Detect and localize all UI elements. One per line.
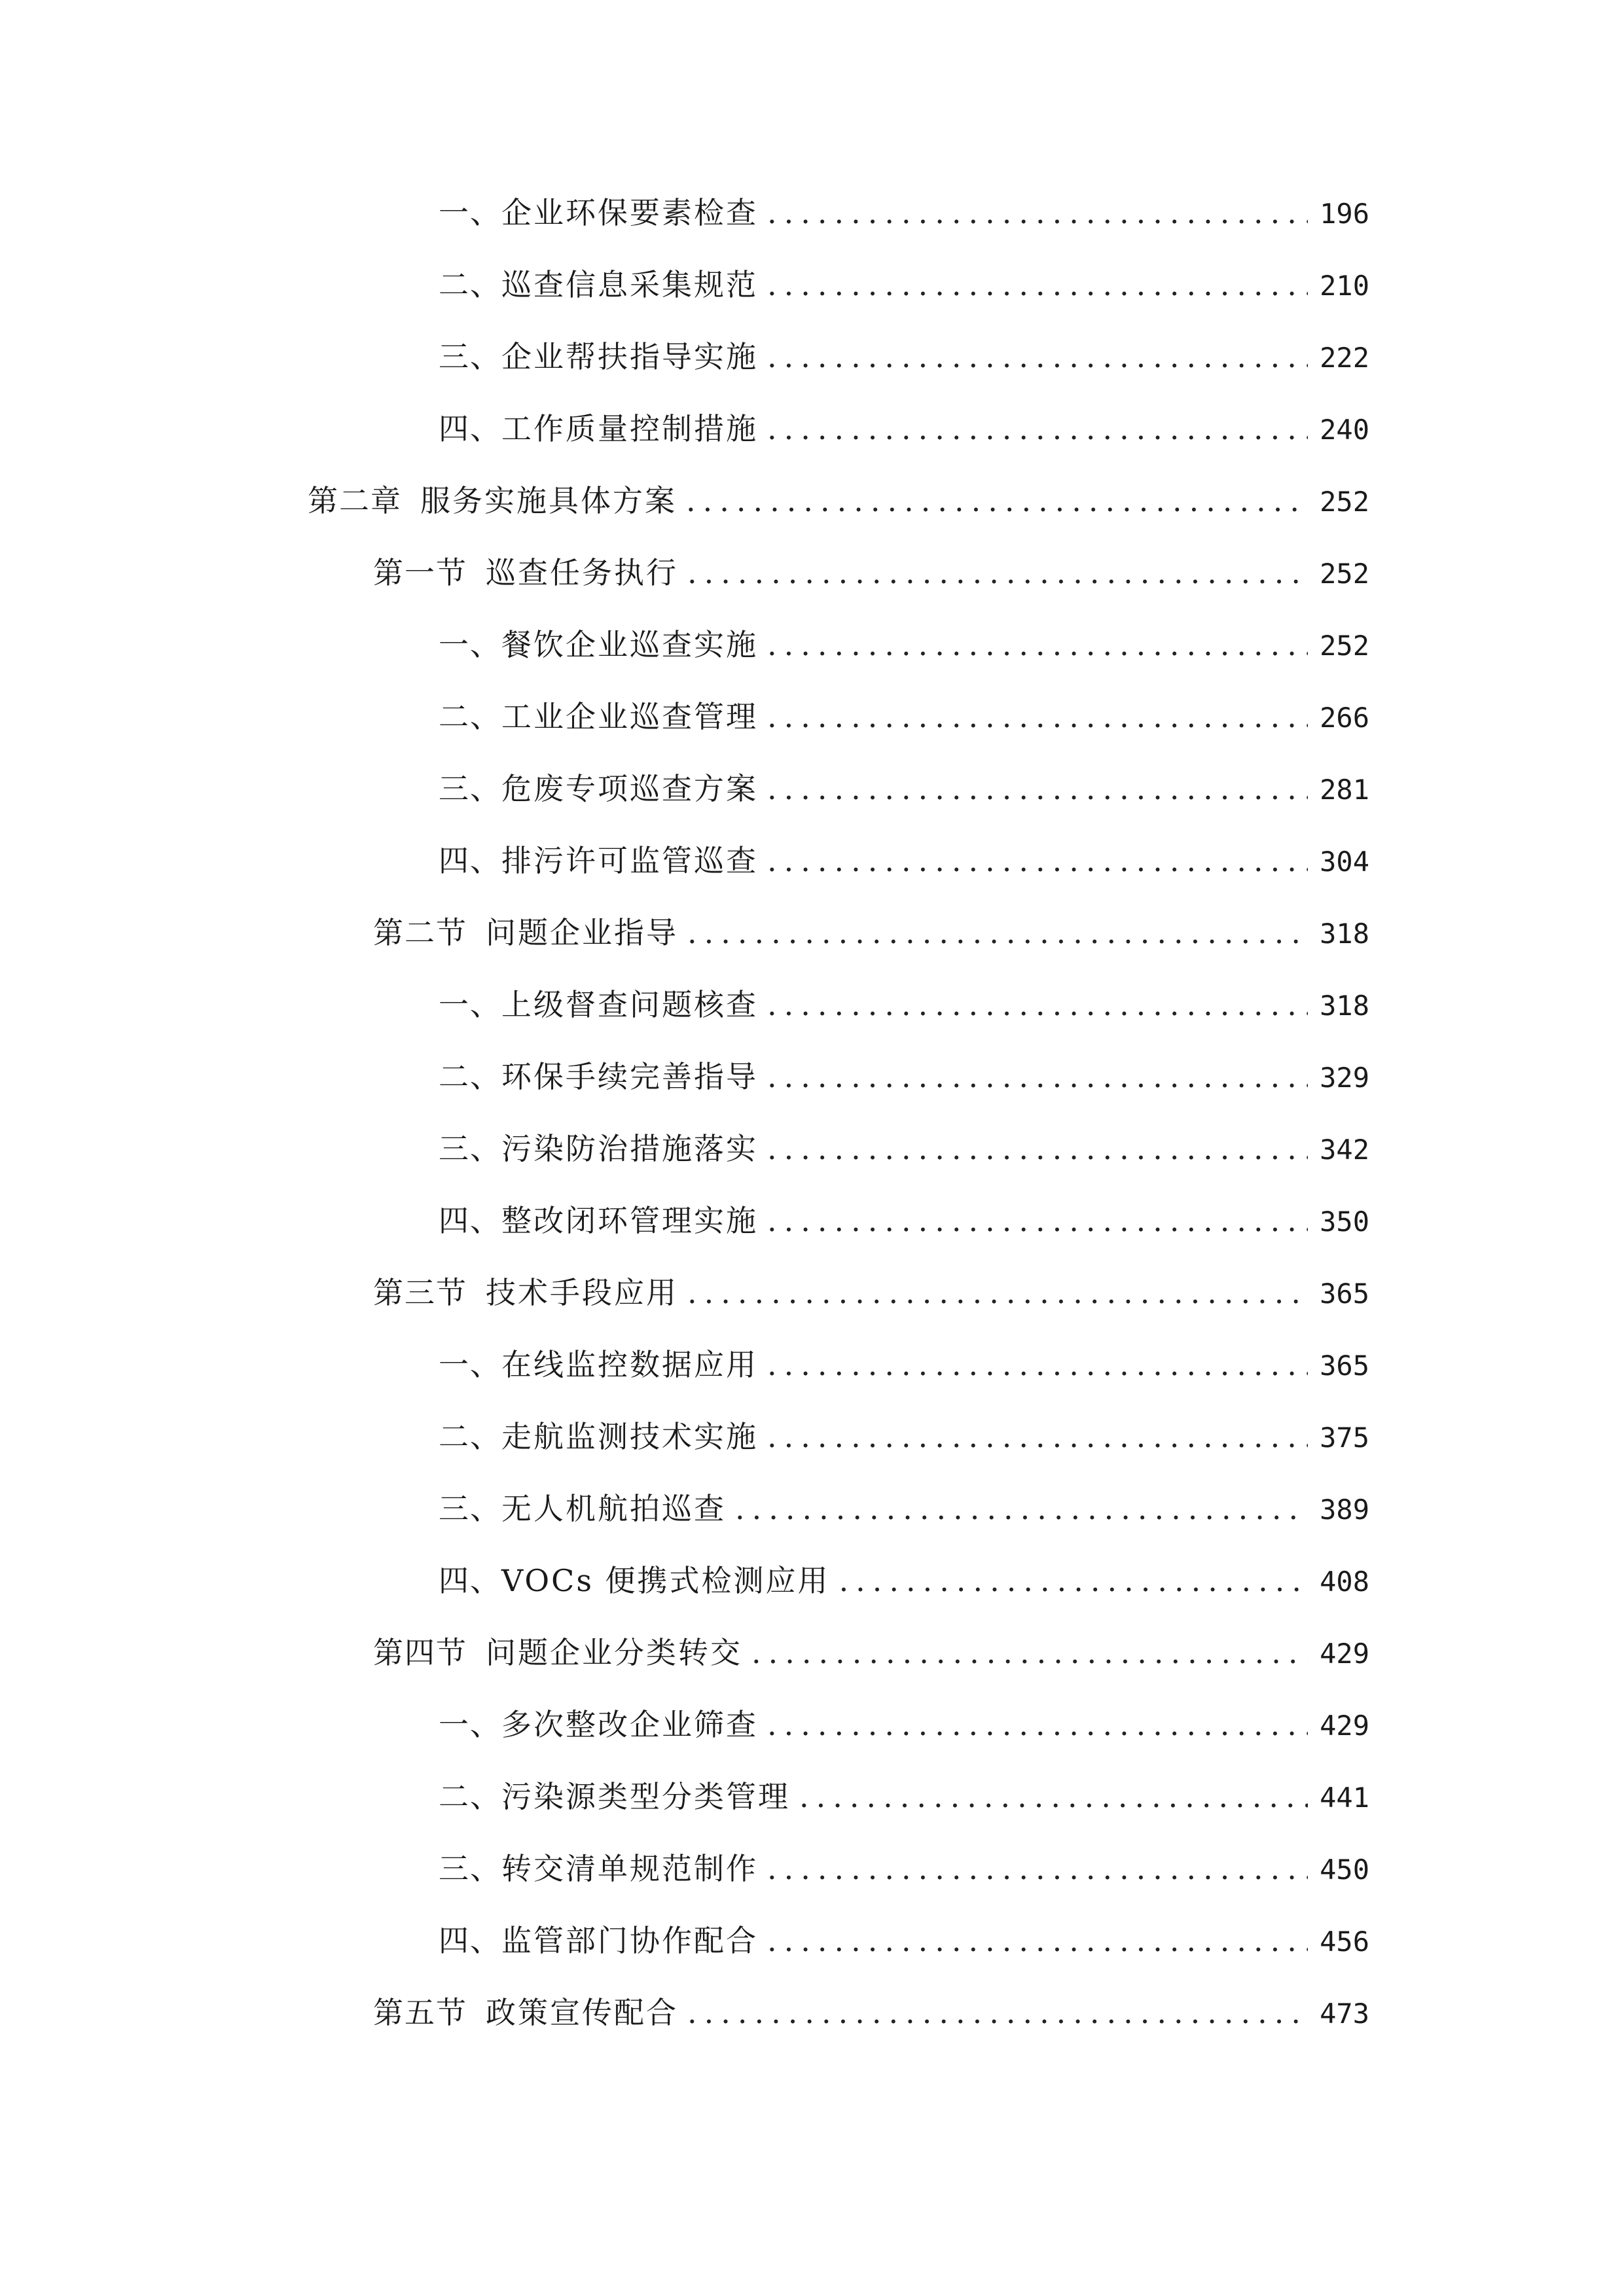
dot-leader — [799, 1774, 1308, 1820]
dot-leader — [767, 1414, 1308, 1460]
toc-entry[interactable] — [439, 838, 1369, 884]
toc-entry-number: 四、 — [439, 1203, 501, 1238]
toc-entry-number: 四、 — [439, 1563, 501, 1598]
dot-leader — [767, 622, 1308, 668]
dot-leader — [687, 1270, 1308, 1316]
dot-leader — [767, 1198, 1308, 1244]
toc-entry-title: 多次整改企业筛查 — [501, 1707, 758, 1742]
toc-entry-page: 450 — [1320, 1854, 1369, 1886]
toc-entry-title: VOCs 便携式检测应用 — [501, 1563, 830, 1598]
dot-leader — [686, 478, 1308, 524]
toc-entry-page: 375 — [1320, 1422, 1369, 1454]
toc-entry-page: 429 — [1320, 1710, 1369, 1742]
toc-entry-title: 问题企业分类转交 — [486, 1635, 742, 1670]
toc-entry[interactable] — [439, 622, 1369, 668]
toc-entry-title: 工作质量控制措施 — [501, 411, 758, 446]
dot-leader — [767, 190, 1308, 236]
toc-entry[interactable] — [439, 766, 1369, 812]
toc-entry-number: 一、 — [439, 1347, 501, 1382]
toc-entry-page: 441 — [1320, 1782, 1369, 1814]
toc-entry-page: 252 — [1320, 486, 1369, 518]
dot-leader — [767, 694, 1308, 740]
dot-leader — [839, 1558, 1308, 1604]
toc-entry-title: 监管部门协作配合 — [501, 1923, 758, 1958]
toc-entry-number: 第二章 — [308, 483, 402, 518]
dot-leader — [687, 1990, 1308, 2036]
toc-entry-page: 222 — [1320, 342, 1369, 374]
toc-entry[interactable] — [439, 1126, 1369, 1172]
toc-entry-title: 走航监测技术实施 — [501, 1419, 758, 1454]
toc-entry-title: 技术手段应用 — [486, 1275, 678, 1310]
toc-entry-number: 二、 — [439, 1059, 501, 1094]
toc-entry[interactable] — [439, 406, 1369, 452]
dot-leader — [751, 1630, 1308, 1676]
toc-entry-title: 在线监控数据应用 — [501, 1347, 758, 1382]
dot-leader — [767, 406, 1308, 452]
toc-entry-title: 政策宣传配合 — [486, 1995, 678, 2030]
dot-leader — [767, 262, 1308, 308]
toc-entry-title: 危废专项巡查方案 — [501, 771, 758, 806]
dot-leader — [767, 1342, 1308, 1388]
toc-entry-section[interactable] — [373, 1990, 1369, 2036]
toc-entry-number: 第二节 — [373, 915, 467, 950]
toc-entry-page: 210 — [1320, 270, 1369, 302]
dot-leader — [767, 982, 1308, 1028]
toc-entry[interactable] — [439, 1054, 1369, 1100]
toc-entry-title: 污染防治措施落实 — [501, 1131, 758, 1166]
dot-leader — [767, 1054, 1308, 1100]
dot-leader — [767, 1126, 1308, 1172]
toc-entry-page: 456 — [1320, 1926, 1369, 1958]
toc-entry-number: 三、 — [439, 1491, 501, 1526]
toc-entry-number: 一、 — [439, 987, 501, 1022]
toc-entry-number: 二、 — [439, 699, 501, 734]
dot-leader — [767, 838, 1308, 884]
toc-entry-number: 二、 — [439, 1779, 501, 1814]
toc-entry-title: 无人机航拍巡查 — [501, 1491, 726, 1526]
toc-entry[interactable] — [439, 334, 1369, 380]
toc-entry-section[interactable] — [373, 1630, 1369, 1676]
toc-entry-page: 240 — [1320, 414, 1369, 446]
toc-entry-number: 一、 — [439, 627, 501, 662]
toc-entry[interactable] — [439, 694, 1369, 740]
toc-entry-page: 350 — [1320, 1206, 1369, 1238]
toc-entry-page: 196 — [1320, 198, 1369, 230]
toc-entry-title: 转交清单规范制作 — [501, 1851, 758, 1886]
toc-entry-number: 第一节 — [373, 555, 467, 590]
toc-entry-page: 365 — [1320, 1350, 1369, 1382]
toc-entry-title: 企业环保要素检查 — [501, 195, 758, 230]
toc-entry[interactable] — [439, 262, 1369, 308]
dot-leader — [735, 1486, 1308, 1532]
toc-entry-page: 429 — [1320, 1638, 1369, 1670]
toc-entry-page: 266 — [1320, 702, 1369, 734]
toc-entry-number: 一、 — [439, 195, 501, 230]
toc-entry-number: 四、 — [439, 1923, 501, 1958]
toc-entry-number: 四、 — [439, 843, 501, 878]
toc-entry[interactable] — [439, 1774, 1369, 1820]
dot-leader — [767, 1918, 1308, 1964]
toc-entry[interactable] — [439, 1702, 1369, 1748]
toc-entry-number: 二、 — [439, 267, 501, 302]
toc-entry-title: 问题企业指导 — [486, 915, 678, 950]
toc-entry[interactable] — [439, 982, 1369, 1028]
toc-entry[interactable] — [439, 1918, 1369, 1964]
toc-entry-number: 二、 — [439, 1419, 501, 1454]
toc-entry-number: 三、 — [439, 1131, 501, 1166]
toc-entry-page: 473 — [1320, 1998, 1369, 2030]
toc-entry-number: 三、 — [439, 771, 501, 806]
toc-entry-title: 排污许可监管巡查 — [501, 843, 758, 878]
toc-entry[interactable] — [439, 1414, 1369, 1460]
toc-entry[interactable] — [439, 1558, 1369, 1604]
toc-entry-page: 318 — [1320, 918, 1369, 950]
toc-entry-title: 整改闭环管理实施 — [501, 1203, 758, 1238]
toc-entry-page: 252 — [1320, 558, 1369, 590]
toc-entry-section[interactable] — [373, 550, 1369, 596]
toc-entry-page: 281 — [1320, 774, 1369, 806]
dot-leader — [687, 550, 1308, 596]
toc-entry-title: 巡查信息采集规范 — [501, 267, 758, 302]
toc-entry[interactable] — [439, 1486, 1369, 1532]
toc-entry-title: 上级督查问题核查 — [501, 987, 758, 1022]
toc-entry-number: 一、 — [439, 1707, 501, 1742]
toc-entry-page: 365 — [1320, 1278, 1369, 1310]
toc-entry-number: 第四节 — [373, 1635, 467, 1670]
toc-entry-section[interactable] — [373, 910, 1369, 956]
toc-entry[interactable] — [439, 1342, 1369, 1388]
dot-leader — [687, 910, 1308, 956]
dot-leader — [767, 1702, 1308, 1748]
toc-entry-title: 餐饮企业巡查实施 — [501, 627, 758, 662]
toc-entry-page: 304 — [1320, 846, 1369, 878]
toc-entry-title: 污染源类型分类管理 — [501, 1779, 790, 1814]
toc-entry-number: 三、 — [439, 1851, 501, 1886]
toc-entry-page: 318 — [1320, 990, 1369, 1022]
toc-entry-chapter[interactable] — [308, 478, 1369, 524]
dot-leader — [767, 1846, 1308, 1892]
toc-entry[interactable] — [439, 1846, 1369, 1892]
dot-leader — [767, 334, 1308, 380]
toc-entry-number: 四、 — [439, 411, 501, 446]
toc-entry-title: 环保手续完善指导 — [501, 1059, 758, 1094]
toc-entry-title: 企业帮扶指导实施 — [501, 339, 758, 374]
toc-entry-page: 329 — [1320, 1062, 1369, 1094]
toc-entry-title: 工业企业巡查管理 — [501, 699, 758, 734]
dot-leader — [767, 766, 1308, 812]
toc-entry-page: 389 — [1320, 1494, 1369, 1526]
toc-entry-page: 408 — [1320, 1566, 1369, 1598]
toc-entry-number: 三、 — [439, 339, 501, 374]
toc-entry-number: 第五节 — [373, 1995, 467, 2030]
toc-entry-number: 第三节 — [373, 1275, 467, 1310]
toc-entry-title: 巡查任务执行 — [486, 555, 678, 590]
toc-entry[interactable] — [439, 1198, 1369, 1244]
toc-entry-page: 342 — [1320, 1134, 1369, 1166]
toc-entry-title: 服务实施具体方案 — [420, 483, 677, 518]
toc-entry-page: 252 — [1320, 630, 1369, 662]
toc-entry[interactable] — [439, 190, 1369, 236]
toc-entry-section[interactable] — [373, 1270, 1369, 1316]
